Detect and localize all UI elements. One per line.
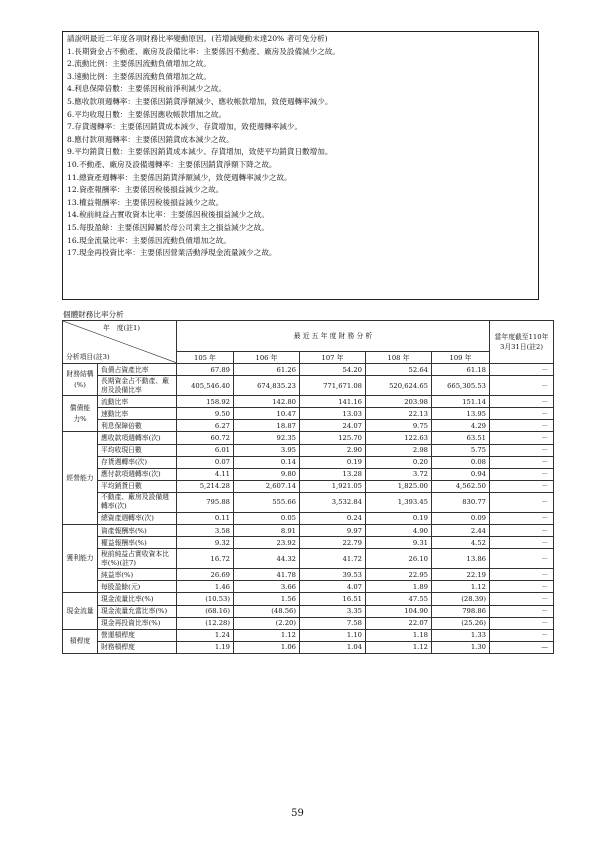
current-period-cell: － — [490, 432, 554, 444]
value-cell: 1.12 — [234, 629, 300, 641]
value-cell: 7.58 — [300, 617, 366, 629]
category-cell: 現金流量 — [63, 593, 98, 629]
value-cell: 52.64 — [366, 364, 432, 376]
item-cell: 速動比率 — [98, 408, 177, 420]
category-cell: 獲利能力 — [63, 525, 98, 593]
note-line: 6.平均收現日數：主要係因應收帳款增加之故。 — [67, 109, 227, 119]
header-item-label: 分析項目(註3) — [66, 353, 110, 362]
value-cell: 3.35 — [300, 605, 366, 617]
value-cell: 9.75 — [366, 420, 432, 432]
item-cell: 現金流量允當比率(%) — [98, 605, 177, 617]
table-row — [63, 549, 554, 569]
value-cell: 8.91 — [234, 525, 300, 537]
value-cell: 0.94 — [432, 468, 490, 480]
value-cell: 405,546.40 — [177, 376, 234, 396]
item-cell: 平均收現日數 — [98, 444, 177, 456]
note-line: 14.稅前純益占實收資本比率：主要係因稅後損益減少之故。 — [67, 210, 269, 220]
value-cell: 9.50 — [177, 408, 234, 420]
table-row — [63, 432, 554, 444]
item-cell: 營運槓桿度 — [98, 629, 177, 641]
value-cell: 13.95 — [432, 408, 490, 420]
value-cell: 3.95 — [234, 444, 300, 456]
value-cell: 13.86 — [432, 549, 490, 569]
value-cell: 151.14 — [432, 396, 490, 408]
value-cell: 1.19 — [177, 641, 234, 653]
value-cell: 122.63 — [366, 432, 432, 444]
table-row — [63, 364, 554, 376]
current-period-cell: － — [490, 629, 554, 641]
item-cell: 利息保障倍數 — [98, 420, 177, 432]
item-cell: 財務槓桿度 — [98, 641, 177, 653]
value-cell: 1.06 — [234, 641, 300, 653]
note-line: 8.應付款項週轉率：主要係因銷貨成本減少之故。 — [67, 134, 234, 144]
category-cell: 償債能力% — [63, 396, 98, 432]
current-period-cell: － — [490, 525, 554, 537]
table-row — [63, 376, 554, 396]
item-cell: 應付款項週轉率(次) — [98, 468, 177, 480]
value-cell: 1,921.05 — [300, 480, 366, 492]
note-line: 15.每股盈餘：主要係因歸屬於母公司業主之損益減少之故。 — [67, 222, 269, 232]
table-row — [63, 605, 554, 617]
variation-notes-box — [62, 31, 539, 300]
value-cell: 54.20 — [300, 364, 366, 376]
value-cell: 4.52 — [432, 537, 490, 549]
header-year-label: 年 度(註1) — [103, 324, 140, 332]
value-cell: 203.98 — [366, 396, 432, 408]
category-cell: 經營能力 — [63, 432, 98, 525]
value-cell: 0.20 — [366, 456, 432, 468]
value-cell: (12.28) — [177, 617, 234, 629]
note-line: 13.權益報酬率：主要係因稅後損益減少之故。 — [67, 197, 224, 207]
value-cell: 6.27 — [177, 420, 234, 432]
value-cell: 142.80 — [234, 396, 300, 408]
value-cell: 674,835.23 — [234, 376, 300, 396]
value-cell: 9.97 — [300, 525, 366, 537]
current-period-cell: － — [490, 581, 554, 593]
value-cell: 3.58 — [177, 525, 234, 537]
value-cell: 771,671.08 — [300, 376, 366, 396]
value-cell: 0.11 — [177, 512, 234, 524]
value-cell: 665,305.53 — [432, 376, 490, 396]
value-cell: 1,825.00 — [366, 480, 432, 492]
current-period-cell: － — [490, 593, 554, 605]
value-cell: 16.72 — [177, 549, 234, 569]
item-cell: 長期資金占不動產、廠房及設備比率 — [98, 376, 177, 396]
value-cell: 13.03 — [300, 408, 366, 420]
table-row — [63, 569, 554, 581]
header-current-period: 當年度截至110年3月31日(註2) — [490, 321, 554, 364]
page-number: 59 — [291, 808, 304, 819]
value-cell: 92.35 — [234, 432, 300, 444]
value-cell: 6.01 — [177, 444, 234, 456]
value-cell: 1,393.45 — [366, 492, 432, 512]
current-period-cell: － — [490, 408, 554, 420]
value-cell: 13.28 — [300, 468, 366, 480]
table-row — [63, 408, 554, 420]
note-line: 11.總資產週轉率：主要係因銷貨淨額減少，致使週轉率減少之故。 — [67, 172, 292, 182]
note-line: 3.速動比例：主要係因流動負債增加之故。 — [67, 71, 211, 81]
value-cell: 22.79 — [300, 537, 366, 549]
value-cell: 41.78 — [234, 569, 300, 581]
value-cell: (25.26) — [432, 617, 490, 629]
value-cell: 4,562.50 — [432, 480, 490, 492]
value-cell: 9.32 — [177, 537, 234, 549]
item-cell: 存貨週轉率(次) — [98, 456, 177, 468]
item-cell: 每股盈餘(元) — [98, 581, 177, 593]
note-line: 5.應收款項週轉率：主要係因銷貨淨額減少、應收帳款增加，致使週轉率減少。 — [67, 96, 333, 106]
value-cell: 18.87 — [234, 420, 300, 432]
value-cell: 520,624.65 — [366, 376, 432, 396]
value-cell: 0.07 — [177, 456, 234, 468]
current-period-cell: － — [490, 444, 554, 456]
value-cell: 2.90 — [300, 444, 366, 456]
current-period-cell: － — [490, 537, 554, 549]
item-cell: 平均銷貨日數 — [98, 480, 177, 492]
item-cell: 稅前純益占實收資本比率(%)(註7) — [98, 549, 177, 569]
value-cell: 5.75 — [432, 444, 490, 456]
value-cell: 0.08 — [432, 456, 490, 468]
table-row — [63, 581, 554, 593]
value-cell: 26.10 — [366, 549, 432, 569]
item-cell: 權益報酬率(%) — [98, 537, 177, 549]
value-cell: 3.72 — [366, 468, 432, 480]
value-cell: (2.20) — [234, 617, 300, 629]
note-line: 10.不動產、廠房及設備週轉率：主要係因銷貨淨額下降之故。 — [67, 159, 277, 169]
header-recent-five-years: 最 近 五 年 度 財 務 分 析 — [177, 321, 490, 352]
current-period-cell: － — [490, 468, 554, 480]
value-cell: 798.86 — [432, 605, 490, 617]
value-cell: 9.31 — [366, 537, 432, 549]
table-row — [63, 420, 554, 432]
note-line: 1.長期資金占不動產、廠房及設備比率：主要係因不動產、廠房及設備減少之故。 — [67, 46, 341, 56]
current-period-cell: － — [490, 549, 554, 569]
note-line: 17.現金再投資比率：主要係因營業活動淨現金流量減少之故。 — [67, 248, 277, 258]
value-cell: 10.47 — [234, 408, 300, 420]
table-row — [63, 468, 554, 480]
value-cell: 3.66 — [234, 581, 300, 593]
value-cell: 4.07 — [300, 581, 366, 593]
value-cell: 1.04 — [300, 641, 366, 653]
category-cell: 槓桿度 — [63, 629, 98, 653]
value-cell: 26.69 — [177, 569, 234, 581]
item-cell: 總資產週轉率(次) — [98, 512, 177, 524]
year-header-cell: 106 年 — [234, 352, 300, 364]
value-cell: 0.24 — [300, 512, 366, 524]
value-cell: 555.66 — [234, 492, 300, 512]
value-cell: 63.51 — [432, 432, 490, 444]
item-cell: 資產報酬率(%) — [98, 525, 177, 537]
value-cell: 0.19 — [366, 512, 432, 524]
table-row — [63, 512, 554, 524]
value-cell: 47.55 — [366, 593, 432, 605]
value-cell: 1.18 — [366, 629, 432, 641]
value-cell: 1.12 — [432, 581, 490, 593]
note-line: 12.資產報酬率：主要係因稅後損益減少之故。 — [67, 185, 224, 195]
item-cell: 現金再投資比率(%) — [98, 617, 177, 629]
table-row — [63, 480, 554, 492]
value-cell: 22.13 — [366, 408, 432, 420]
table-row — [63, 617, 554, 629]
value-cell: 39.53 — [300, 569, 366, 581]
value-cell: 61.18 — [432, 364, 490, 376]
value-cell: 795.88 — [177, 492, 234, 512]
year-header-cell: 108 年 — [366, 352, 432, 364]
notes-instruction: 請說明最近二年度各項財務比率變動原因。(若增減變動未達20% 者可免分析) — [67, 34, 328, 43]
current-period-cell: － — [490, 605, 554, 617]
value-cell: 4.11 — [177, 468, 234, 480]
category-cell: 財務結構(%) — [63, 364, 98, 396]
value-cell: 2.98 — [366, 444, 432, 456]
current-period-cell: — — [490, 641, 554, 653]
table-row — [63, 593, 554, 605]
value-cell: 0.09 — [432, 512, 490, 524]
current-period-cell: － — [490, 376, 554, 396]
value-cell: 3,532.84 — [300, 492, 366, 512]
current-period-cell: － — [490, 364, 554, 376]
value-cell: 24.07 — [300, 420, 366, 432]
value-cell: 22.07 — [366, 617, 432, 629]
value-cell: 16.51 — [300, 593, 366, 605]
value-cell: 60.72 — [177, 432, 234, 444]
value-cell: (10.53) — [177, 593, 234, 605]
item-cell: 應收款項週轉率(次) — [98, 432, 177, 444]
value-cell: 1.33 — [432, 629, 490, 641]
value-cell: 1.30 — [432, 641, 490, 653]
value-cell: 4.29 — [432, 420, 490, 432]
value-cell: 141.16 — [300, 396, 366, 408]
value-cell: 67.89 — [177, 364, 234, 376]
value-cell: 23.92 — [234, 537, 300, 549]
note-line: 7.存貨週轉率：主要係因銷貨成本減少、存貨增加，致使週轉率減少。 — [67, 122, 303, 132]
value-cell: 158.92 — [177, 396, 234, 408]
table-row — [63, 641, 554, 653]
year-header-cell: 107 年 — [300, 352, 366, 364]
current-period-cell: － — [490, 492, 554, 512]
value-cell: 9.80 — [234, 468, 300, 480]
table-row — [63, 444, 554, 456]
table-row — [63, 396, 554, 408]
value-cell: 0.14 — [234, 456, 300, 468]
section-title: 個體財務比率分析 — [63, 310, 124, 319]
item-cell: 純益率(%) — [98, 569, 177, 581]
value-cell: 1.89 — [366, 581, 432, 593]
year-header-cell: 109 年 — [432, 352, 490, 364]
value-cell: 4.90 — [366, 525, 432, 537]
value-cell: 1.12 — [366, 641, 432, 653]
value-cell: (48.56) — [234, 605, 300, 617]
value-cell: (28.39) — [432, 593, 490, 605]
value-cell: 2,607.14 — [234, 480, 300, 492]
current-period-cell: － — [490, 396, 554, 408]
value-cell: 61.26 — [234, 364, 300, 376]
current-period-cell: － — [490, 456, 554, 468]
table-row — [63, 525, 554, 537]
note-line: 2.流動比例：主要係因流動負債增加之故。 — [67, 59, 211, 69]
table-row — [63, 537, 554, 549]
value-cell: 1.46 — [177, 581, 234, 593]
current-period-cell: － — [490, 480, 554, 492]
value-cell: 22.19 — [432, 569, 490, 581]
table-row — [63, 492, 554, 512]
value-cell: 830.77 — [432, 492, 490, 512]
table-row — [63, 629, 554, 641]
current-period-cell: － — [490, 512, 554, 524]
header-corner-cell — [63, 321, 177, 364]
current-period-cell: － — [490, 617, 554, 629]
item-cell: 負債占資產比率 — [98, 364, 177, 376]
item-cell: 流動比率 — [98, 396, 177, 408]
value-cell: 1.56 — [234, 593, 300, 605]
value-cell: 2.44 — [432, 525, 490, 537]
table-header-row — [63, 321, 554, 352]
value-cell: 44.32 — [234, 549, 300, 569]
value-cell: 1.10 — [300, 629, 366, 641]
value-cell: 5,214.28 — [177, 480, 234, 492]
current-period-cell: － — [490, 420, 554, 432]
financial-ratio-table — [62, 320, 554, 654]
note-line: 9.平均銷貨日數：主要係因銷貨成本減少、存貨增加，致使平均銷貨日數增加。 — [67, 147, 333, 157]
value-cell: 0.19 — [300, 456, 366, 468]
item-cell: 不動產、廠房及設備週轉率(次) — [98, 492, 177, 512]
value-cell: 22.95 — [366, 569, 432, 581]
current-period-cell: － — [490, 569, 554, 581]
value-cell: 41.72 — [300, 549, 366, 569]
item-cell: 現金流量比率(%) — [98, 593, 177, 605]
value-cell: 125.70 — [300, 432, 366, 444]
value-cell: (68.16) — [177, 605, 234, 617]
value-cell: 104.90 — [366, 605, 432, 617]
value-cell: 1.24 — [177, 629, 234, 641]
note-line: 4.利息保障倍數：主要係因稅前淨利減少之故。 — [67, 84, 227, 94]
year-header-cell: 105 年 — [177, 352, 234, 364]
value-cell: 0.05 — [234, 512, 300, 524]
table-row — [63, 456, 554, 468]
note-line: 16.現金流量比率：主要係因流動負債增加之故。 — [67, 235, 231, 245]
